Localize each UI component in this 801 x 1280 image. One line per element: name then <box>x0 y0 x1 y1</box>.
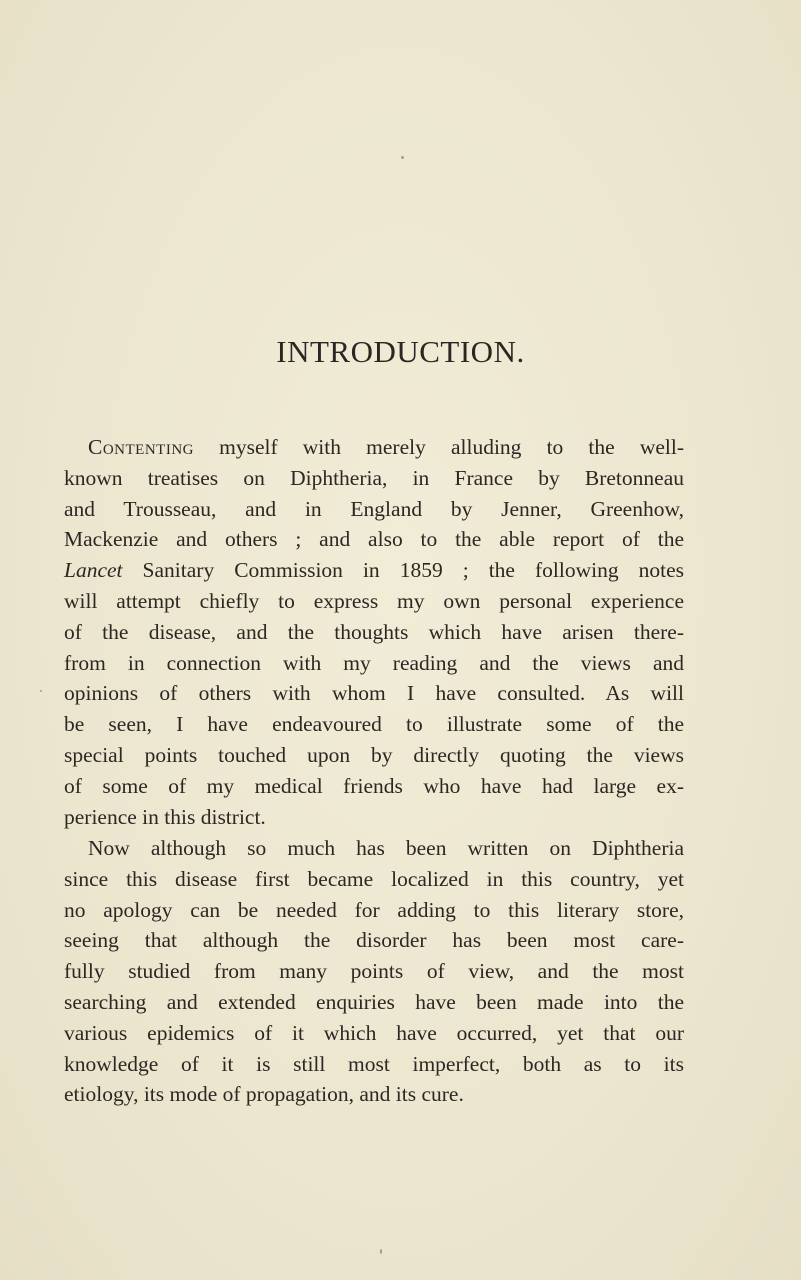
text-line: opinions of others with whom I have consulted. As will <box>64 681 684 706</box>
text-fragment: Sanitary Commission in 1859 ; the following notes <box>122 558 684 583</box>
text-line: from in connection with my reading and the views and <box>64 650 684 675</box>
text-line: searching and extended enquiries have been made into the <box>64 989 684 1014</box>
paper-speck <box>40 690 42 692</box>
paper-speck <box>401 156 404 159</box>
text-line: be seen, I have endeavoured to illustrate some of the <box>64 712 684 737</box>
text-line: will attempt chiefly to express my own personal experience <box>64 588 684 613</box>
text-line: seeing that although the disorder has been most care- <box>64 928 684 953</box>
italic-word: Lancet <box>64 558 123 583</box>
text-line: of some of my medical friends who have had large ex- <box>64 773 684 798</box>
text-line: etiology, its mode of propagation, and its cure. <box>64 1082 464 1107</box>
text-line: fully studied from many points of view, and the most <box>64 959 684 984</box>
text-line: no apology can be needed for adding to this literary store, <box>64 897 684 922</box>
text-line: Mackenzie and others ; and also to the able report of the <box>64 527 684 552</box>
page-title: INTRODUCTION. <box>276 334 525 369</box>
text-line <box>64 432 684 463</box>
text-fragment: myself with merely alluding to the well- <box>194 435 684 459</box>
text-line: perience in this district. <box>64 804 266 829</box>
text-line <box>64 555 684 586</box>
paper-speck <box>380 1249 382 1254</box>
paragraph-2 <box>64 833 684 1110</box>
text-line: various epidemics of it which have occurred, yet that our <box>64 1020 684 1045</box>
drop-smallcaps-word: Contenting <box>88 435 194 459</box>
text-line: since this disease first became localized in this country, yet <box>64 866 684 891</box>
text-line: known treatises on Diphtheria, in France by Bretonneau <box>64 465 684 490</box>
text-line: special points touched upon by directly quoting the views <box>64 742 684 767</box>
text-line: of the disease, and the thoughts which have arisen there- <box>64 619 684 644</box>
text-line: knowledge of it is still most imperfect, both as to its <box>64 1051 684 1076</box>
text-line: and Trousseau, and in England by Jenner, Greenhow, <box>64 496 684 521</box>
text-line: Now although so much has been written on Diphtheria <box>88 836 684 860</box>
paragraph-1 <box>64 432 684 832</box>
